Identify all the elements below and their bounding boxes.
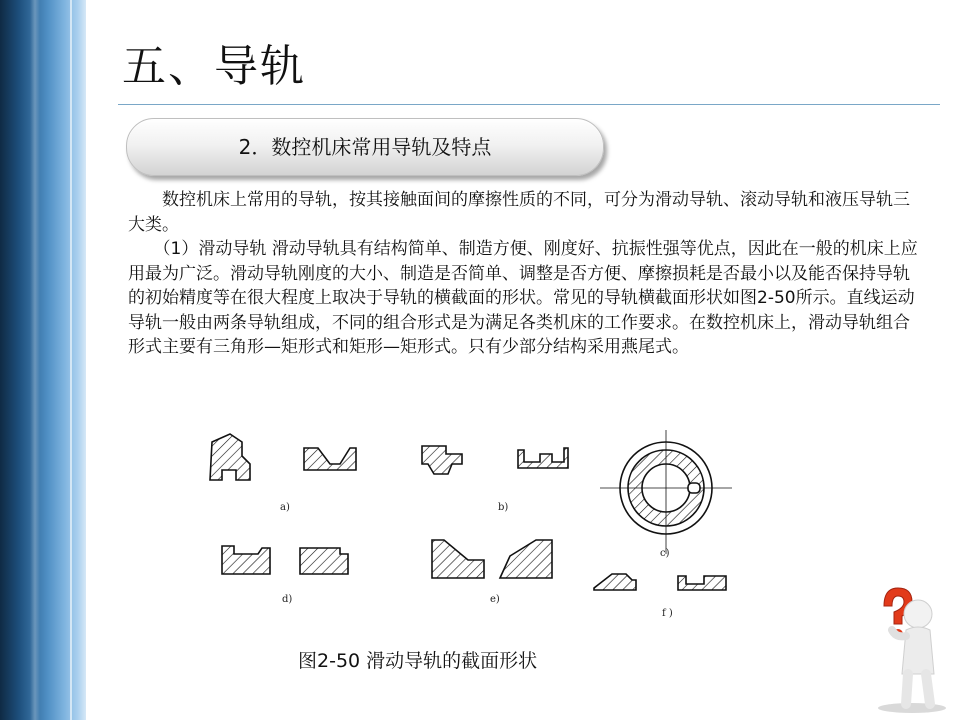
profile-f bbox=[594, 574, 726, 590]
figure-label-b: b) bbox=[498, 502, 509, 513]
decorative-sidebar bbox=[0, 0, 86, 720]
figure-caption: 图2-50 滑动导轨的截面形状 bbox=[298, 650, 538, 672]
section-heading-text: 2．数控机床常用导轨及特点 bbox=[238, 135, 492, 159]
figure-label-e: e) bbox=[490, 594, 500, 605]
profile-d bbox=[222, 546, 348, 574]
body-text bbox=[128, 188, 918, 360]
guide-cross-section-figure bbox=[200, 428, 740, 628]
sidebar-stripe bbox=[70, 0, 72, 720]
figure-label-c: c) bbox=[660, 548, 670, 559]
profile-a bbox=[210, 434, 356, 480]
profile-b bbox=[422, 446, 568, 474]
slide-title: 五、导轨 bbox=[122, 41, 306, 92]
title-divider bbox=[118, 104, 940, 105]
section-heading-pill bbox=[126, 118, 604, 176]
question-mark-mascot-icon bbox=[862, 584, 958, 714]
profile-c bbox=[600, 430, 732, 554]
paragraph-sliding-guide: （1）滑动导轨 滑动导轨具有结构简单、制造方便、刚度好、抗振性强等优点，因此在一般的机床上应用最为广泛。滑动导轨刚度的大小、制造是否简单、调整是否方便、摩擦损耗是否最小以及能否保持导轨的初始精度等在很大程度上取决于导轨的横截面的形状。常见的导轨横截面形状如图2-50所示。直线运动导轨一般由两条导轨组成，不同的组合形式是为满足各类机床的工作要求。在数控机床上，滑动导轨组合形式主要有三角形—矩形式和矩形—矩形式。只有少部分结构采用燕尾式。 bbox=[128, 239, 918, 357]
cross-section-drawing bbox=[200, 428, 740, 628]
figure-label-f: f ) bbox=[662, 608, 673, 619]
profile-e bbox=[432, 540, 552, 578]
paragraph-intro: 数控机床上常用的导轨，按其接触面间的摩擦性质的不同，可分为滑动导轨、滚动导轨和液压导轨三大类。 bbox=[128, 190, 910, 235]
mascot-drawing bbox=[862, 584, 958, 714]
figure-label-a: a) bbox=[280, 502, 290, 513]
figure-label-d: d) bbox=[282, 594, 293, 605]
